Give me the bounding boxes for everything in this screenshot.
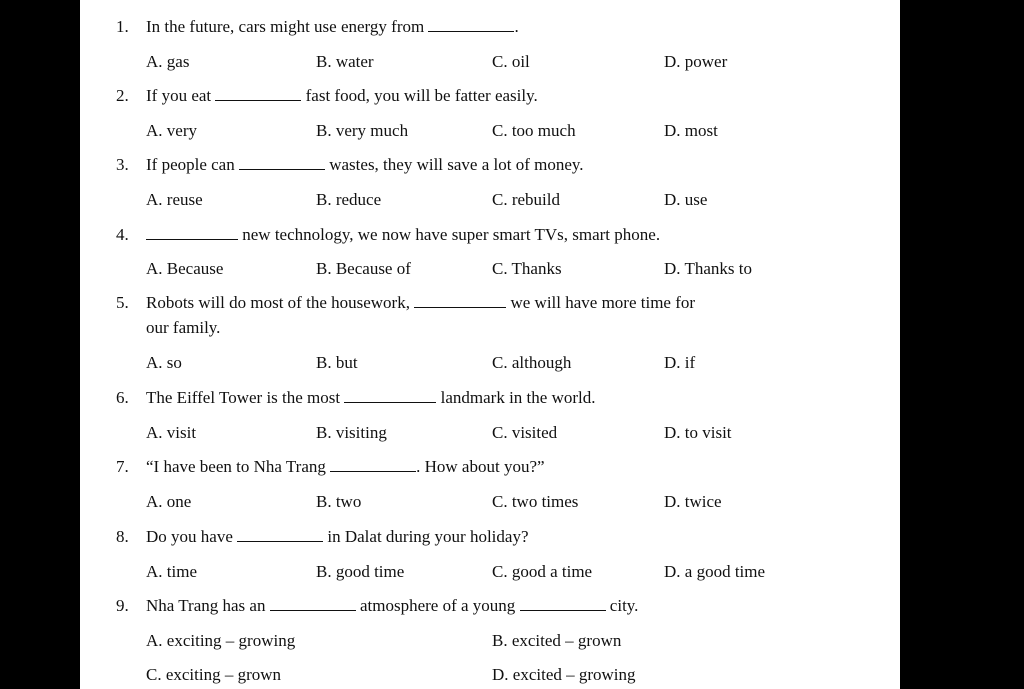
- question-5-number: 5.: [116, 293, 129, 312]
- question-9-option-c[interactable]: C. exciting – grown: [146, 665, 282, 684]
- question-5-blank: [414, 293, 506, 308]
- question-7-option-b[interactable]: B. two: [316, 492, 362, 511]
- question-1-number: 1.: [116, 17, 129, 36]
- question-8-stem-before: Do you have: [146, 527, 233, 546]
- question-9-option-b[interactable]: B. excited – grown: [492, 631, 622, 650]
- question-6-option-a[interactable]: A. visit: [146, 423, 197, 442]
- question-6-option-c[interactable]: C. visited: [492, 423, 558, 442]
- question-4-option-c[interactable]: C. Thanks: [492, 259, 562, 278]
- question-6-number: 6.: [116, 388, 129, 407]
- question-4-stem-after: new technology, we now have super smart TVs, smart phone.: [242, 225, 661, 244]
- question-7-option-c[interactable]: C. two times: [492, 492, 579, 511]
- question-4-option-a[interactable]: A. Because: [146, 259, 224, 278]
- worksheet-page: [80, 0, 900, 689]
- question-6-stem-after: landmark in the world.: [440, 388, 596, 407]
- question-8-blank: [237, 527, 323, 542]
- question-6-blank: [344, 388, 436, 403]
- question-4-number: 4.: [116, 225, 129, 244]
- question-2-option-d[interactable]: D. most: [664, 121, 718, 140]
- question-3-text: [146, 155, 584, 175]
- question-5-option-d[interactable]: D. if: [664, 353, 696, 372]
- question-9-option-a[interactable]: A. exciting – growing: [146, 631, 296, 650]
- question-8-option-d[interactable]: D. a good time: [664, 562, 766, 581]
- question-4-blank: [146, 225, 238, 240]
- question-6-option-d[interactable]: D. to visit: [664, 423, 732, 442]
- question-9-text: [146, 596, 638, 616]
- question-7-blank: [330, 457, 416, 472]
- question-9-option-d[interactable]: D. excited – growing: [492, 665, 636, 684]
- question-9-stem-after: city.: [609, 596, 639, 615]
- question-9-stem-middle: atmosphere of a young: [359, 596, 516, 615]
- question-1-option-b[interactable]: B. water: [316, 52, 374, 71]
- question-3-blank: [239, 155, 325, 170]
- question-2-option-c[interactable]: C. too much: [492, 121, 576, 140]
- question-1-option-d[interactable]: D. power: [664, 52, 728, 71]
- question-6-option-b[interactable]: B. visiting: [316, 423, 387, 442]
- question-8-stem-after: in Dalat during your holiday?: [327, 527, 529, 546]
- question-9-blank-1: [270, 596, 356, 611]
- question-5-text: [146, 293, 695, 313]
- question-3-option-d[interactable]: D. use: [664, 190, 708, 209]
- question-5-stem-after: we will have more time for: [510, 293, 696, 312]
- question-8-text: [146, 527, 529, 547]
- question-2-option-b[interactable]: B. very much: [316, 121, 409, 140]
- question-6-stem-before: The Eiffel Tower is the most: [146, 388, 341, 407]
- question-5-text-continuation: our family.: [146, 318, 221, 337]
- question-2-stem-after: fast food, you will be fatter easily.: [305, 86, 538, 105]
- question-3-option-c[interactable]: C. rebuild: [492, 190, 560, 209]
- question-7-stem-after: . How about you?”: [416, 457, 545, 476]
- question-9-blank-2: [520, 596, 606, 611]
- question-1-stem-before: In the future, cars might use energy from: [146, 17, 425, 36]
- question-2-option-a[interactable]: A. very: [146, 121, 197, 140]
- question-3-option-a[interactable]: A. reuse: [146, 190, 203, 209]
- question-1-stem-after: .: [514, 17, 519, 36]
- question-8-number: 8.: [116, 527, 129, 546]
- question-1-option-c[interactable]: C. oil: [492, 52, 530, 71]
- question-4-text: [146, 225, 660, 245]
- question-1-option-a[interactable]: A. gas: [146, 52, 190, 71]
- question-3-number: 3.: [116, 155, 129, 174]
- question-4-option-d[interactable]: D. Thanks to: [664, 259, 752, 278]
- question-1-text: [146, 17, 519, 37]
- question-7-stem-before: “I have been to Nha Trang: [146, 457, 326, 476]
- question-3-option-b[interactable]: B. reduce: [316, 190, 382, 209]
- question-1-blank: [428, 17, 514, 32]
- question-2-text: [146, 86, 538, 106]
- question-5-stem-before: Robots will do most of the housework,: [146, 293, 410, 312]
- question-2-stem-before: If you eat: [146, 86, 212, 105]
- question-7-text: [146, 457, 545, 477]
- question-7-number: 7.: [116, 457, 129, 476]
- question-2-blank: [215, 86, 301, 101]
- question-5-option-c[interactable]: C. although: [492, 353, 572, 372]
- question-8-option-b[interactable]: B. good time: [316, 562, 405, 581]
- question-6-text: [146, 388, 595, 408]
- question-5-option-a[interactable]: A. so: [146, 353, 182, 372]
- question-3-stem-after: wastes, they will save a lot of money.: [329, 155, 584, 174]
- question-4-option-b[interactable]: B. Because of: [316, 259, 411, 278]
- question-9-number: 9.: [116, 596, 129, 615]
- question-5-option-b[interactable]: B. but: [316, 353, 358, 372]
- question-9-stem-before: Nha Trang has an: [146, 596, 266, 615]
- question-7-option-a[interactable]: A. one: [146, 492, 192, 511]
- question-8-option-a[interactable]: A. time: [146, 562, 197, 581]
- question-7-option-d[interactable]: D. twice: [664, 492, 722, 511]
- question-2-number: 2.: [116, 86, 129, 105]
- question-3-stem-before: If people can: [146, 155, 235, 174]
- question-8-option-c[interactable]: C. good a time: [492, 562, 593, 581]
